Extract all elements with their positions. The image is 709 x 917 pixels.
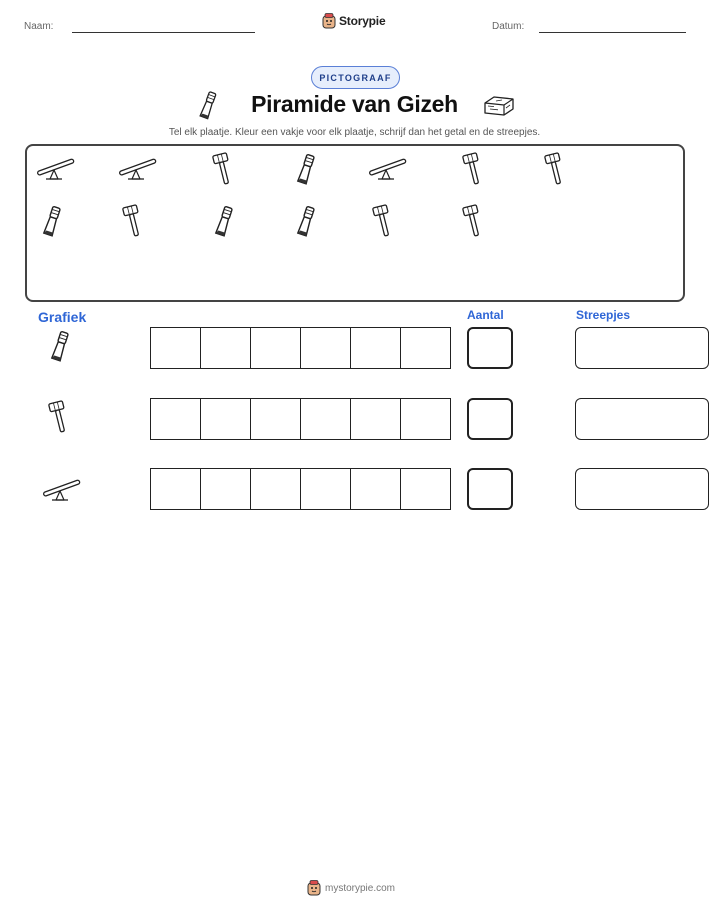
lever-icon (118, 155, 158, 186)
page-title: Piramide van Gizeh (251, 91, 458, 117)
hammer-icon (462, 152, 484, 191)
instruction-text: Tel elk plaatje. Kleur een vakje voor elk plaatje, schrijf dan het getal en de streepjes. (168, 127, 541, 138)
storypie-mascot-icon (307, 880, 321, 896)
date-input-line[interactable] (539, 32, 686, 33)
stone-block-icon (482, 94, 516, 118)
tally-answer-box[interactable] (575, 468, 709, 510)
graph-cell[interactable] (400, 327, 451, 369)
graph-cell[interactable] (300, 327, 351, 369)
footer (307, 880, 395, 896)
chisel-icon (212, 204, 236, 245)
graph-cell[interactable] (200, 398, 251, 440)
chisel-icon (294, 204, 318, 245)
storypie-logo (322, 13, 385, 29)
hammer-icon (462, 204, 484, 243)
graph-cell[interactable] (350, 327, 401, 369)
graph-cell[interactable] (150, 398, 201, 440)
hammer-icon (544, 152, 566, 191)
graph-cell[interactable] (200, 468, 251, 510)
lever-icon (42, 476, 82, 507)
graph-cell[interactable] (350, 468, 401, 510)
chisel-icon (48, 329, 72, 370)
tally-label: Streepjes (576, 308, 631, 322)
graph-cell[interactable] (250, 398, 301, 440)
count-answer-box[interactable] (467, 398, 513, 440)
storypie-mascot-icon (322, 13, 336, 29)
count-answer-box[interactable] (467, 327, 513, 369)
graph-label: Grafiek (38, 309, 87, 325)
footer-url: mystorypie.com (325, 882, 396, 894)
date-label: Datum: (492, 21, 525, 32)
count-answer-box[interactable] (467, 468, 513, 510)
name-label: Naam: (24, 21, 54, 32)
hammer-icon (122, 204, 144, 243)
tally-answer-box[interactable] (575, 327, 709, 369)
graph-cell[interactable] (300, 468, 351, 510)
pictograph-badge: PICTOGRAAF (311, 66, 400, 89)
brand-name: Storypie (339, 14, 386, 28)
graph-cell[interactable] (150, 327, 201, 369)
hammer-icon (212, 152, 234, 191)
graph-cell[interactable] (350, 398, 401, 440)
graph-cell[interactable] (400, 398, 451, 440)
graph-cell[interactable] (250, 327, 301, 369)
name-input-line[interactable] (72, 32, 255, 33)
tally-answer-box[interactable] (575, 398, 709, 440)
hammer-icon (372, 204, 394, 243)
count-label: Aantal (467, 308, 504, 322)
graph-cell[interactable] (400, 468, 451, 510)
graph-cell[interactable] (200, 327, 251, 369)
lever-icon (368, 155, 408, 186)
hammer-icon (48, 400, 70, 439)
graph-cell[interactable] (300, 398, 351, 440)
chisel-icon (40, 204, 64, 245)
graph-cell[interactable] (150, 468, 201, 510)
graph-cell[interactable] (250, 468, 301, 510)
lever-icon (36, 155, 76, 186)
chisel-icon (294, 152, 318, 193)
